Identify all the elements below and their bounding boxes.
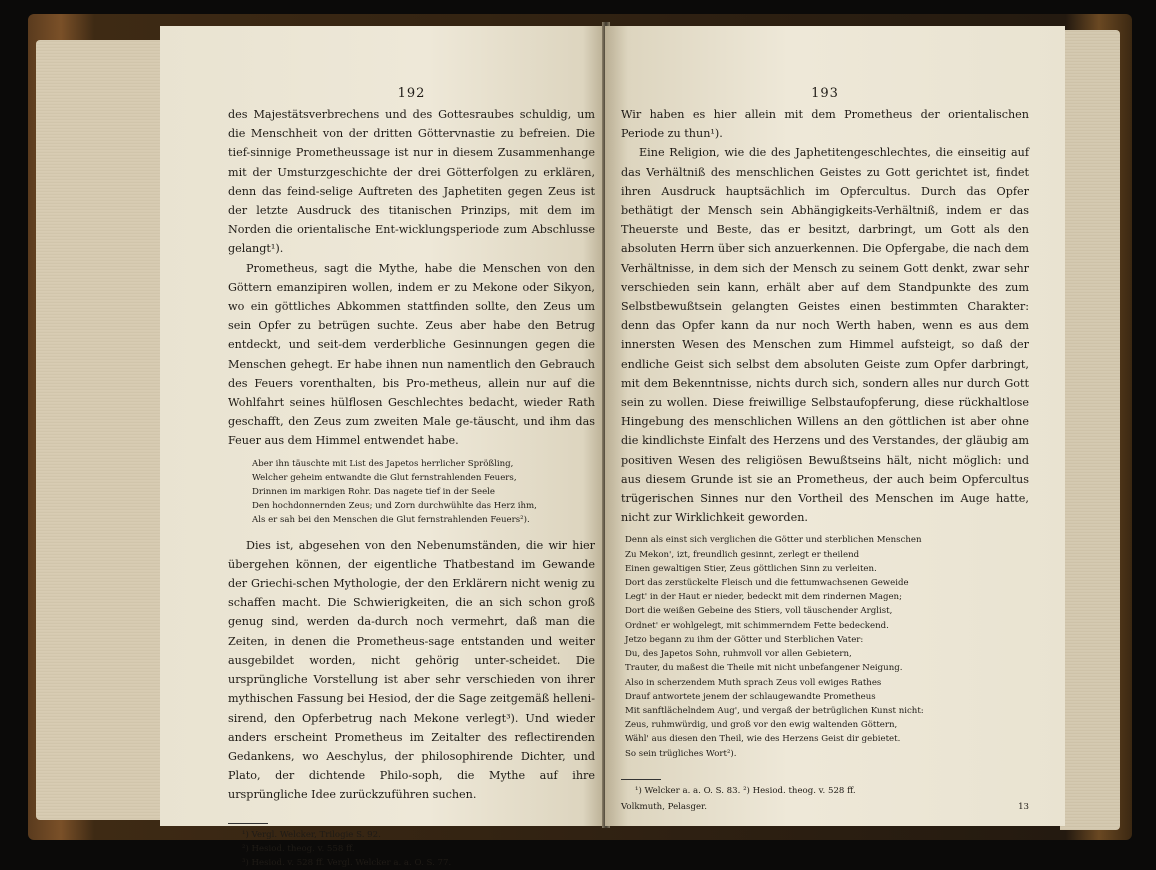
poem-line: Legt' in der Haut er nieder, bedeckt mit dem rindernen Magen; <box>625 592 902 603</box>
page-number: 193 <box>811 86 839 101</box>
poem-line: Dort das zerstückelte Fleisch und die fettumwachsenen Geweide <box>625 578 909 589</box>
poem-line: So sein trügliches Wort²). <box>625 748 737 759</box>
signature-text: Volkmuth, Pelasger. <box>621 801 707 812</box>
poem-quote <box>252 457 595 528</box>
footnote: ¹) Welcker a. a. O. S. 83. ²) Hesiod. theog. v. 528 ff. <box>635 785 856 796</box>
page-edges-right <box>1060 30 1120 830</box>
paragraph: Eine Religion, wie die des Japhetitengeschlechtes, die einseitig auf das Verhältniß des menschlichen Geistes zu Gott gerichtet ist, findet ihren Ausdruck hauptsächlich im Opfercultus. Durch das Opfer bethätigt der Mensch sein Abhängigkeits-Verhältniß, indem er das Theuerste und Beste, das er besitzt, darbringt, um Gott als den absoluten Herrn über sich anzuerkennen. Die Opfergabe, die nach dem Verhältnisse, in dem sich der Mensch zu seinem Gott denkt, zwar sehr verschieden sein kann, erhält aber auf dem Standpunkte des zum Selbstbewußtsein gelangten Geistes einen bestimmten Charakter: denn das Opfer kann da nur noch Werth haben, wenn es aus dem innersten Wesen des Menschen zum Himmel aufsteigt, so daß der endliche Geist sich selbst dem absoluten Geiste zum Opfer darbringt, mit dem Bekenntnisse, nichts durch sich, sondern alles nur durch Gott sein zu wollen. Diese freiwillige Selbstaufopferung, diese rückhaltlose Hingebung des menschlichen Willens an den göttlichen ist aber ohne die kindlichste Einfalt des Herzens und des Verstandes, der gläubig am positiven Wesen des religiösen Bewußtseins hält, nicht möglich: und aus diesem Grunde ist sie an Prometheus, der auch beim Opfercultus trügerischen Sinnes nur den Vortheil des Menschen im Auge hatte, nicht zur Wirklichkeit geworden. <box>621 146 1029 525</box>
page-edges-left <box>36 40 166 820</box>
poem-line: Zu Mekon', izt, freundlich gesinnt, zerlegt er theilend <box>625 549 860 560</box>
poem-line: Jetzo begann zu ihm der Götter und Sterblichen Vater: <box>625 634 864 645</box>
footnote: ³) Hesiod. v. 528 ff. Vergl. Welcker a. a. O. S. 77. <box>242 857 452 868</box>
poem-line: Aber ihn täuschte mit List des Japetos herrlicher Sprößling, <box>252 458 514 469</box>
paragraph: des Majestätsverbrechens und des Gottesraubes schuldig, um die Menschheit von der dritten Göttervnastie zu befreien. Die tief-sinnige Prometheussage ist nur in diesem Zusammenhange mit der Umsturzgeschichte der drei Götterfolgen zu erklären, denn das feind-selige Auftreten des Japhetiten gegen Zeus ist der letzte Ausdruck des titanischen Prinzips, mit dem im Norden die orientalische Ent-wicklungsperiode zum Abschlusse gelangt¹). <box>228 108 595 256</box>
poem-line: Wähl' aus diesen den Theil, wie des Herzens Geist dir gebietet. <box>625 734 901 745</box>
poem-quote <box>625 533 1029 760</box>
poem-line: Als er sah bei den Menschen die Glut fernstrahlenden Feuers²). <box>252 515 530 526</box>
poem-line: Du, des Japetos Sohn, ruhmvoll vor allen Gebietern, <box>625 649 852 660</box>
footnote: ²) Hesiod. theog. v. 558 ff. <box>242 843 355 854</box>
paragraph: Wir haben es hier allein mit dem Prometheus der orientalischen Periode zu thun¹). <box>621 108 1029 141</box>
poem-line: Dort die weißen Gebeine des Stiers, voll täuschender Arglist, <box>625 606 893 617</box>
poem-line: Denn als einst sich verglichen die Götter und sterblichen Menschen <box>625 535 922 546</box>
poem-line: Ordnet' er wohlgelegt, mit schimmerndem Fette bedeckend. <box>625 620 889 631</box>
signature-line <box>621 802 1029 812</box>
poem-line: Also in scherzendem Muth sprach Zeus voll ewiges Rathes <box>625 677 882 688</box>
left-page <box>160 26 605 868</box>
poem-line: Drinnen im markigen Rohr. Das nagete tief in der Seele <box>252 487 495 498</box>
footnote-rule <box>621 779 661 780</box>
poem-line: Drauf antwortete jenem der schlaugewandte Prometheus <box>625 691 876 702</box>
poem-line: Einen gewaltigen Stier, Zeus göttlichen Sinn zu verleiten. <box>625 563 877 574</box>
poem-line: Welcher geheim entwandte die Glut fernstrahlenden Feuers, <box>252 472 517 483</box>
right-page <box>605 26 1065 826</box>
poem-line: Trauter, du maßest die Theile mit nicht unbefangener Neigung. <box>625 663 903 674</box>
signature-number: 13 <box>1018 801 1029 812</box>
footnote: ¹) Vergl. Welcker, Trilogie S. 92. <box>242 829 381 840</box>
paragraph: Dies ist, abgesehen von den Nebenumständen, die wir hier übergehen können, der eigentliche Thatbestand im Gewande der Griechi-schen Mythologie, der den Erklärern nicht wenig zu schaffen macht. Die Schwierigkeiten, die an sich schon groß genug sind, werden da-durch noch vermehrt, daß man die Zeiten, in denen die Prometheus-sage entstanden und weiter ausgebildet worden, nicht gehörig unter-scheidet. Die ursprüngliche Vorstellung ist aber sehr verschieden von ihrer mythischen Fassung bei Hesiod, der die Sage zeitgemäß helleni-sirend, den Opferbetrug nach Mekone verlegt³). Und wieder anders erscheint Prometheus im Zeitalter des reflectirenden Gedankens, wo Aeschylus, der philosophirende Dichter, und Plato, der dichtende Philo-soph, die Mythe auf ihre ursprüngliche Idee zurückzuführen suchen. <box>228 538 595 802</box>
poem-line: Den hochdonnernden Zeus; und Zorn durchwühlte das Herz ihm, <box>252 501 537 512</box>
poem-line: Zeus, ruhmwürdig, und groß vor den ewig waltenden Göttern, <box>625 720 898 731</box>
page-number: 192 <box>397 86 426 101</box>
poem-line: Mit sanftlächelndem Aug', und vergaß der betrüglichen Kunst nicht: <box>625 705 924 716</box>
footnote-rule <box>228 823 268 824</box>
paragraph: Prometheus, sagt die Mythe, habe die Menschen von den Göttern emanzipiren wollen, indem er zu Mekone oder Sikyon, wo ein göttliches Abkommen stattfinden sollte, den Zeus um sein Opfer zu betrügen suchte. Zeus aber habe den Betrug entdeckt, und seit-dem verderbliche Gesinnungen gegen die Menschen gehegt. Er habe ihnen nun namentlich den Gebrauch des Feuers vorenthalten, bis Pro-metheus, allein nur auf die Wohlfahrt seines hülflosen Geschlechtes bedacht, wieder Rath geschafft, den Zeus zum zweiten Male ge-täuscht, und ihm das Feuer aus dem Himmel entwendet habe. <box>228 261 595 448</box>
